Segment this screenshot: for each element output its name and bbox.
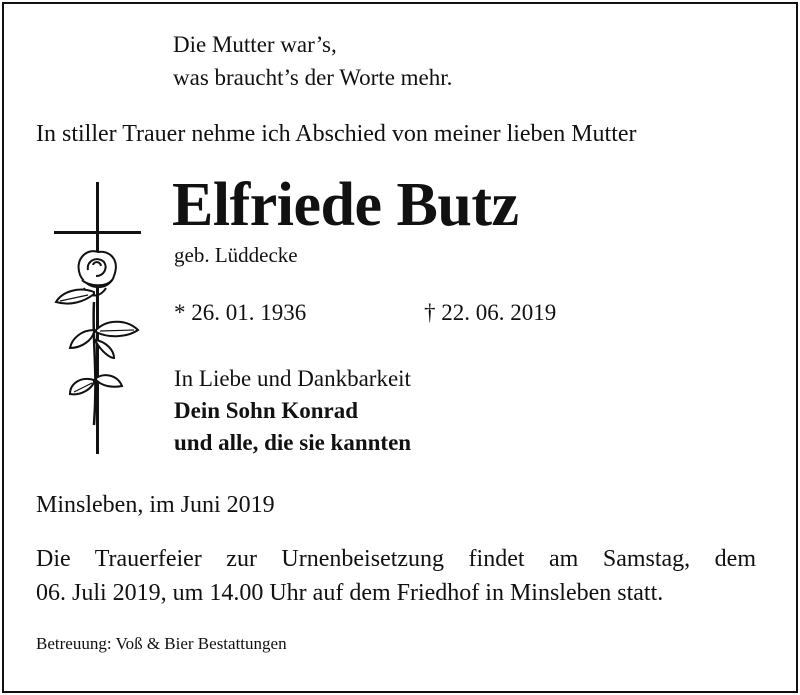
place-and-date: Minsleben, im Juni 2019 — [36, 492, 275, 518]
service-line-2: 06. Juli 2019, um 14.00 Uhr auf dem Friedhof in Minsleben statt. — [36, 580, 664, 606]
birth-date: * 26. 01. 1936 — [174, 300, 307, 325]
service-line-1: Die Trauerfeier zur Urnenbeisetzung findet am Samstag, dem — [36, 546, 756, 572]
maiden-name: geb. Lüddecke — [174, 243, 298, 267]
undertaker-credit: Betreuung: Voß & Bier Bestattungen — [36, 634, 287, 653]
mourners-line-2: Dein Sohn Konrad — [174, 398, 359, 423]
death-date: † 22. 06. 2019 — [424, 300, 557, 325]
motto-line-1: Die Mutter war’s, — [173, 32, 337, 57]
deceased-name: Elfriede Butz — [172, 171, 519, 239]
mourners-line-1: In Liebe und Dankbarkeit — [174, 366, 411, 391]
service-announcement — [36, 542, 756, 610]
motto-line-2: was braucht’s der Worte mehr. — [173, 65, 453, 90]
cross-with-rose-icon — [48, 180, 148, 460]
mourners-line-3: und alle, die sie kannten — [174, 430, 412, 455]
intro-text: In stiller Trauer nehme ich Abschied von meiner lieben Mutter — [36, 121, 637, 147]
